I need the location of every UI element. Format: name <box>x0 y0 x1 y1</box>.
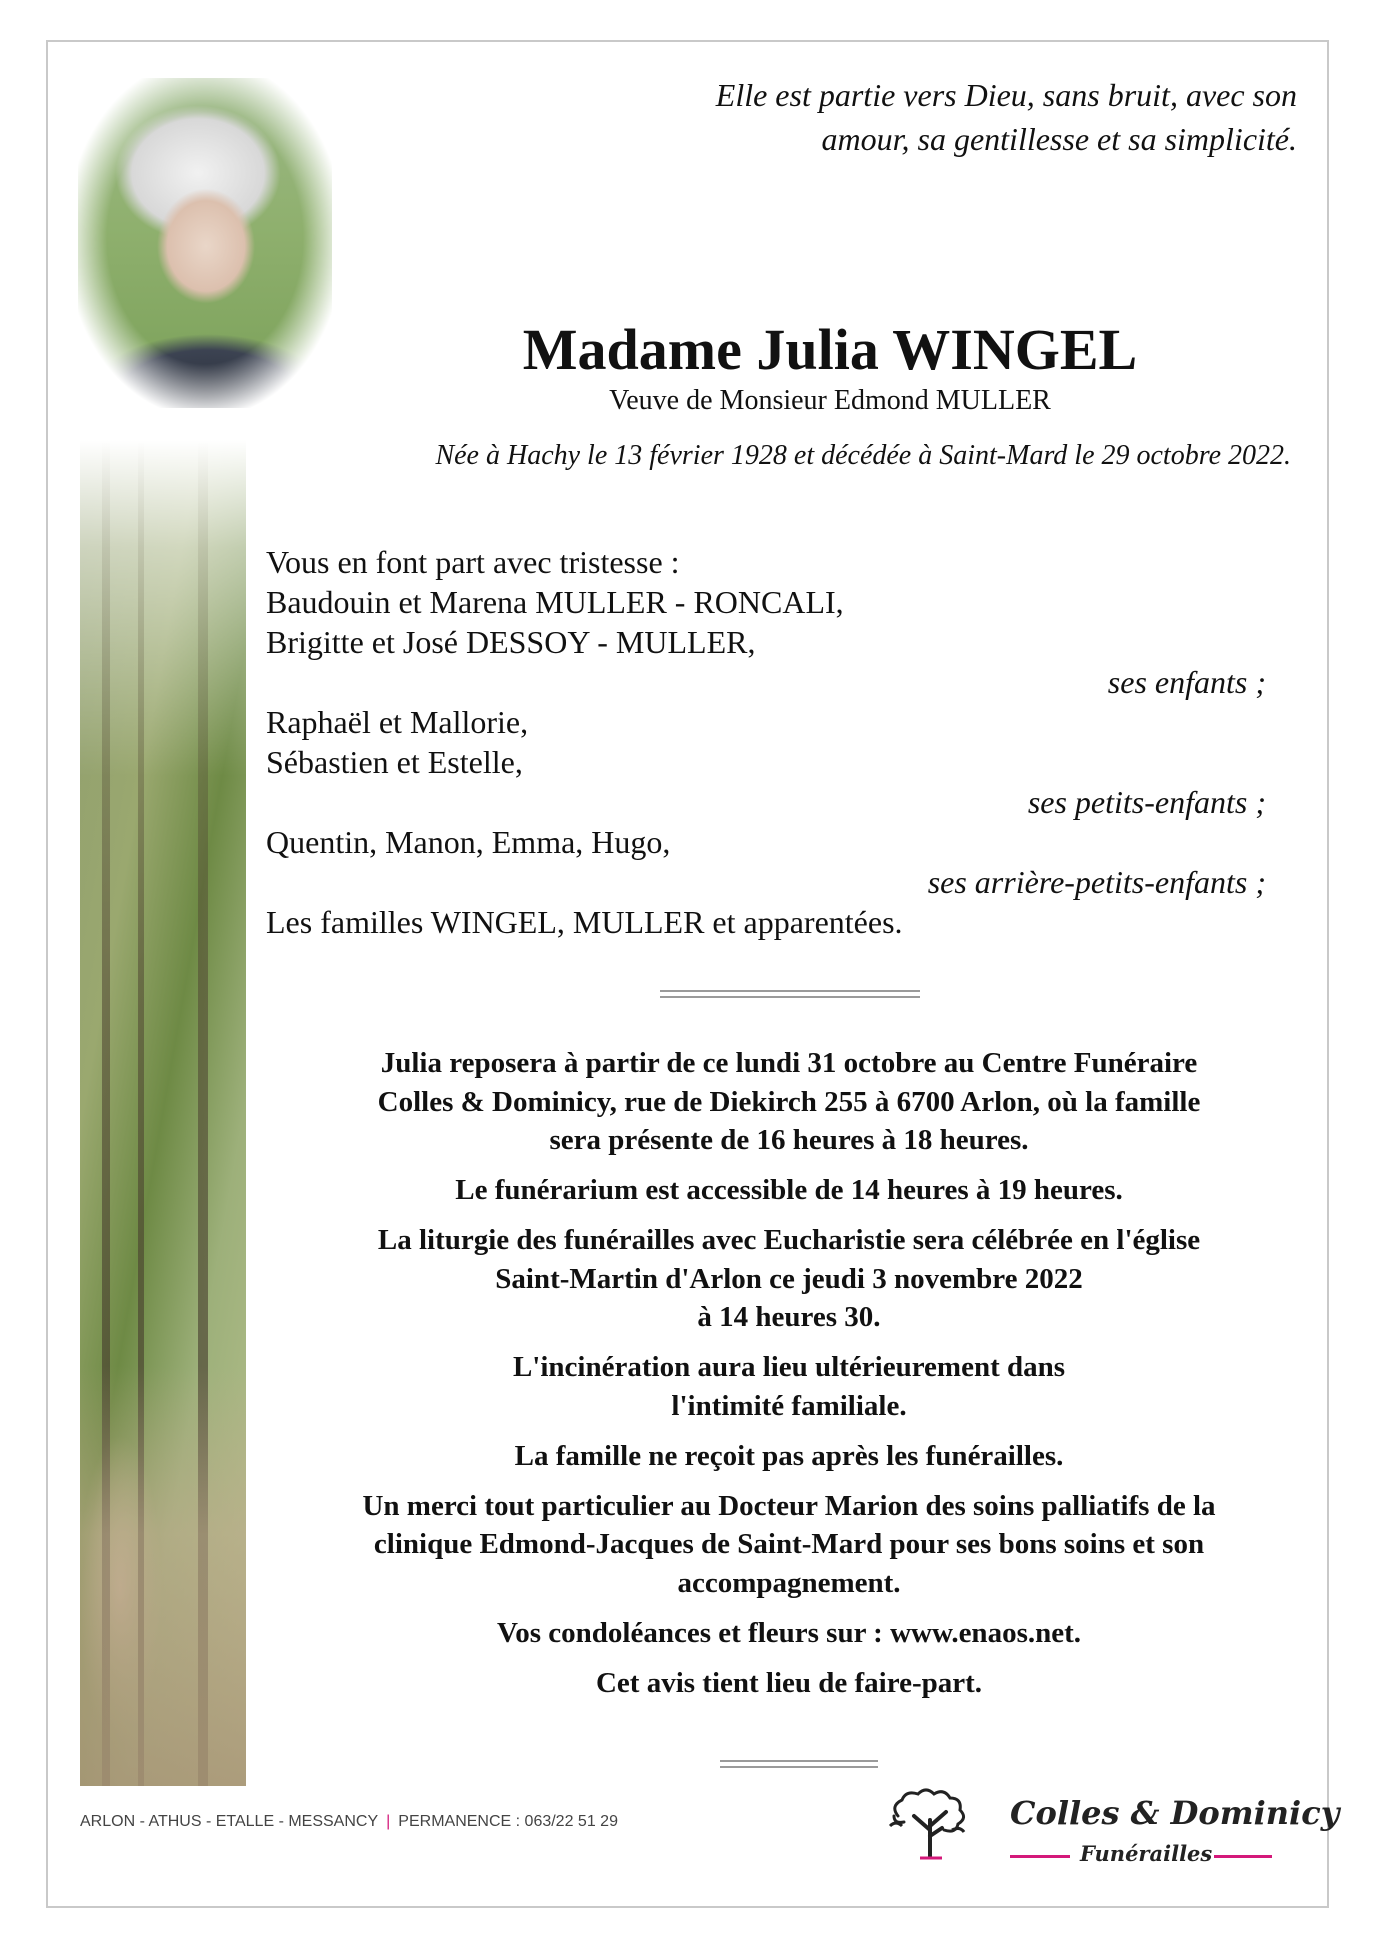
liturgy-info <box>268 1221 1310 1337</box>
family-line: Sébastien et Estelle, <box>266 744 523 780</box>
info-line: sera présente de 16 heures à 18 heures. <box>549 1124 1029 1156</box>
funeral-information <box>268 1044 1310 1714</box>
rest-info <box>268 1044 1310 1160</box>
thanks-info <box>268 1487 1310 1603</box>
footer-locations: ARLON - ATHUS - ETALLE - MESSANCY <box>80 1813 379 1830</box>
funerarium-hours: Le funérarium est accessible de 14 heures à 19 heures. <box>455 1174 1123 1206</box>
info-line: La liturgie des funérailles avec Eucharistie sera célébrée en l'église <box>377 1224 1201 1256</box>
epitaph-quote <box>497 73 1297 161</box>
forest-path <box>80 1366 246 1786</box>
info-line: clinique Edmond-Jacques de Saint-Mard pour ses bons soins et son <box>373 1528 1205 1560</box>
footer-permanence: PERMANENCE : 063/22 51 29 <box>398 1813 618 1830</box>
family-line: Quentin, Manon, Emma, Hugo, <box>266 824 671 860</box>
portrait-photo <box>78 78 332 408</box>
section-divider <box>660 990 920 998</box>
info-line: Un merci tout particulier au Docteur Marion des soins palliatifs de la <box>362 1489 1216 1522</box>
birth-death-dates: Née à Hachy le 13 février 1928 et décédée à Saint-Mard le 29 octobre 2022. <box>435 440 1291 471</box>
info-line: Julia reposera à partir de ce lundi 31 octobre au Centre Funéraire <box>380 1047 1198 1079</box>
info-line: à 14 heures 30. <box>697 1301 881 1333</box>
info-line: l'intimité familiale. <box>671 1389 907 1422</box>
tree-logo-icon <box>884 1786 980 1860</box>
family-intro: Vous en font part avec tristesse : <box>266 544 680 580</box>
family-line: Brigitte et José DESSOY - MULLER, <box>266 624 756 660</box>
brand-accent-line <box>1010 1855 1070 1858</box>
brand-name: Colles & Dominicy <box>1010 1794 1340 1832</box>
condolences-info: Vos condoléances et fleurs sur : www.enaos.net. <box>496 1616 1082 1649</box>
info-line: accompagnement. <box>677 1566 901 1599</box>
footer-separator: | <box>386 1813 391 1830</box>
notice-info: Cet avis tient lieu de faire-part. <box>595 1666 983 1699</box>
widow-of: Veuve de Monsieur Edmond MULLER <box>609 385 1051 416</box>
family-role: ses enfants ; <box>1107 664 1266 700</box>
cremation-info <box>268 1348 1310 1425</box>
footer-contact <box>80 1813 618 1831</box>
family-role: ses petits-enfants ; <box>1027 784 1266 820</box>
quote-line: amour, sa gentillesse et sa simplicité. <box>821 121 1297 157</box>
family-line: Raphaël et Mallorie, <box>266 704 529 740</box>
brand-subtitle: Funérailles <box>1080 1841 1213 1866</box>
forest-path-image <box>80 440 246 1786</box>
brand-accent-line <box>1214 1855 1272 1858</box>
info-line: Saint-Martin d'Arlon ce jeudi 3 novembre 2022 <box>495 1262 1083 1295</box>
family-line: Baudouin et Marena MULLER - RONCALI, <box>266 584 844 620</box>
deceased-name: Madame Julia WINGEL <box>522 317 1138 382</box>
info-line: Colles & Dominicy, rue de Diekirch 255 à 6700 Arlon, où la famille <box>377 1085 1201 1118</box>
quote-line: Elle est partie vers Dieu, sans bruit, avec son <box>715 77 1297 113</box>
family-role: ses arrière-petits-enfants ; <box>927 864 1266 900</box>
family-line: Les familles WINGEL, MULLER et apparentées. <box>266 904 903 940</box>
section-divider <box>720 1760 878 1768</box>
info-line: L'incinération aura lieu ultérieurement dans <box>512 1351 1066 1383</box>
family-announcement <box>266 542 1266 942</box>
no-reception: La famille ne reçoit pas après les funérailles. <box>514 1439 1064 1472</box>
